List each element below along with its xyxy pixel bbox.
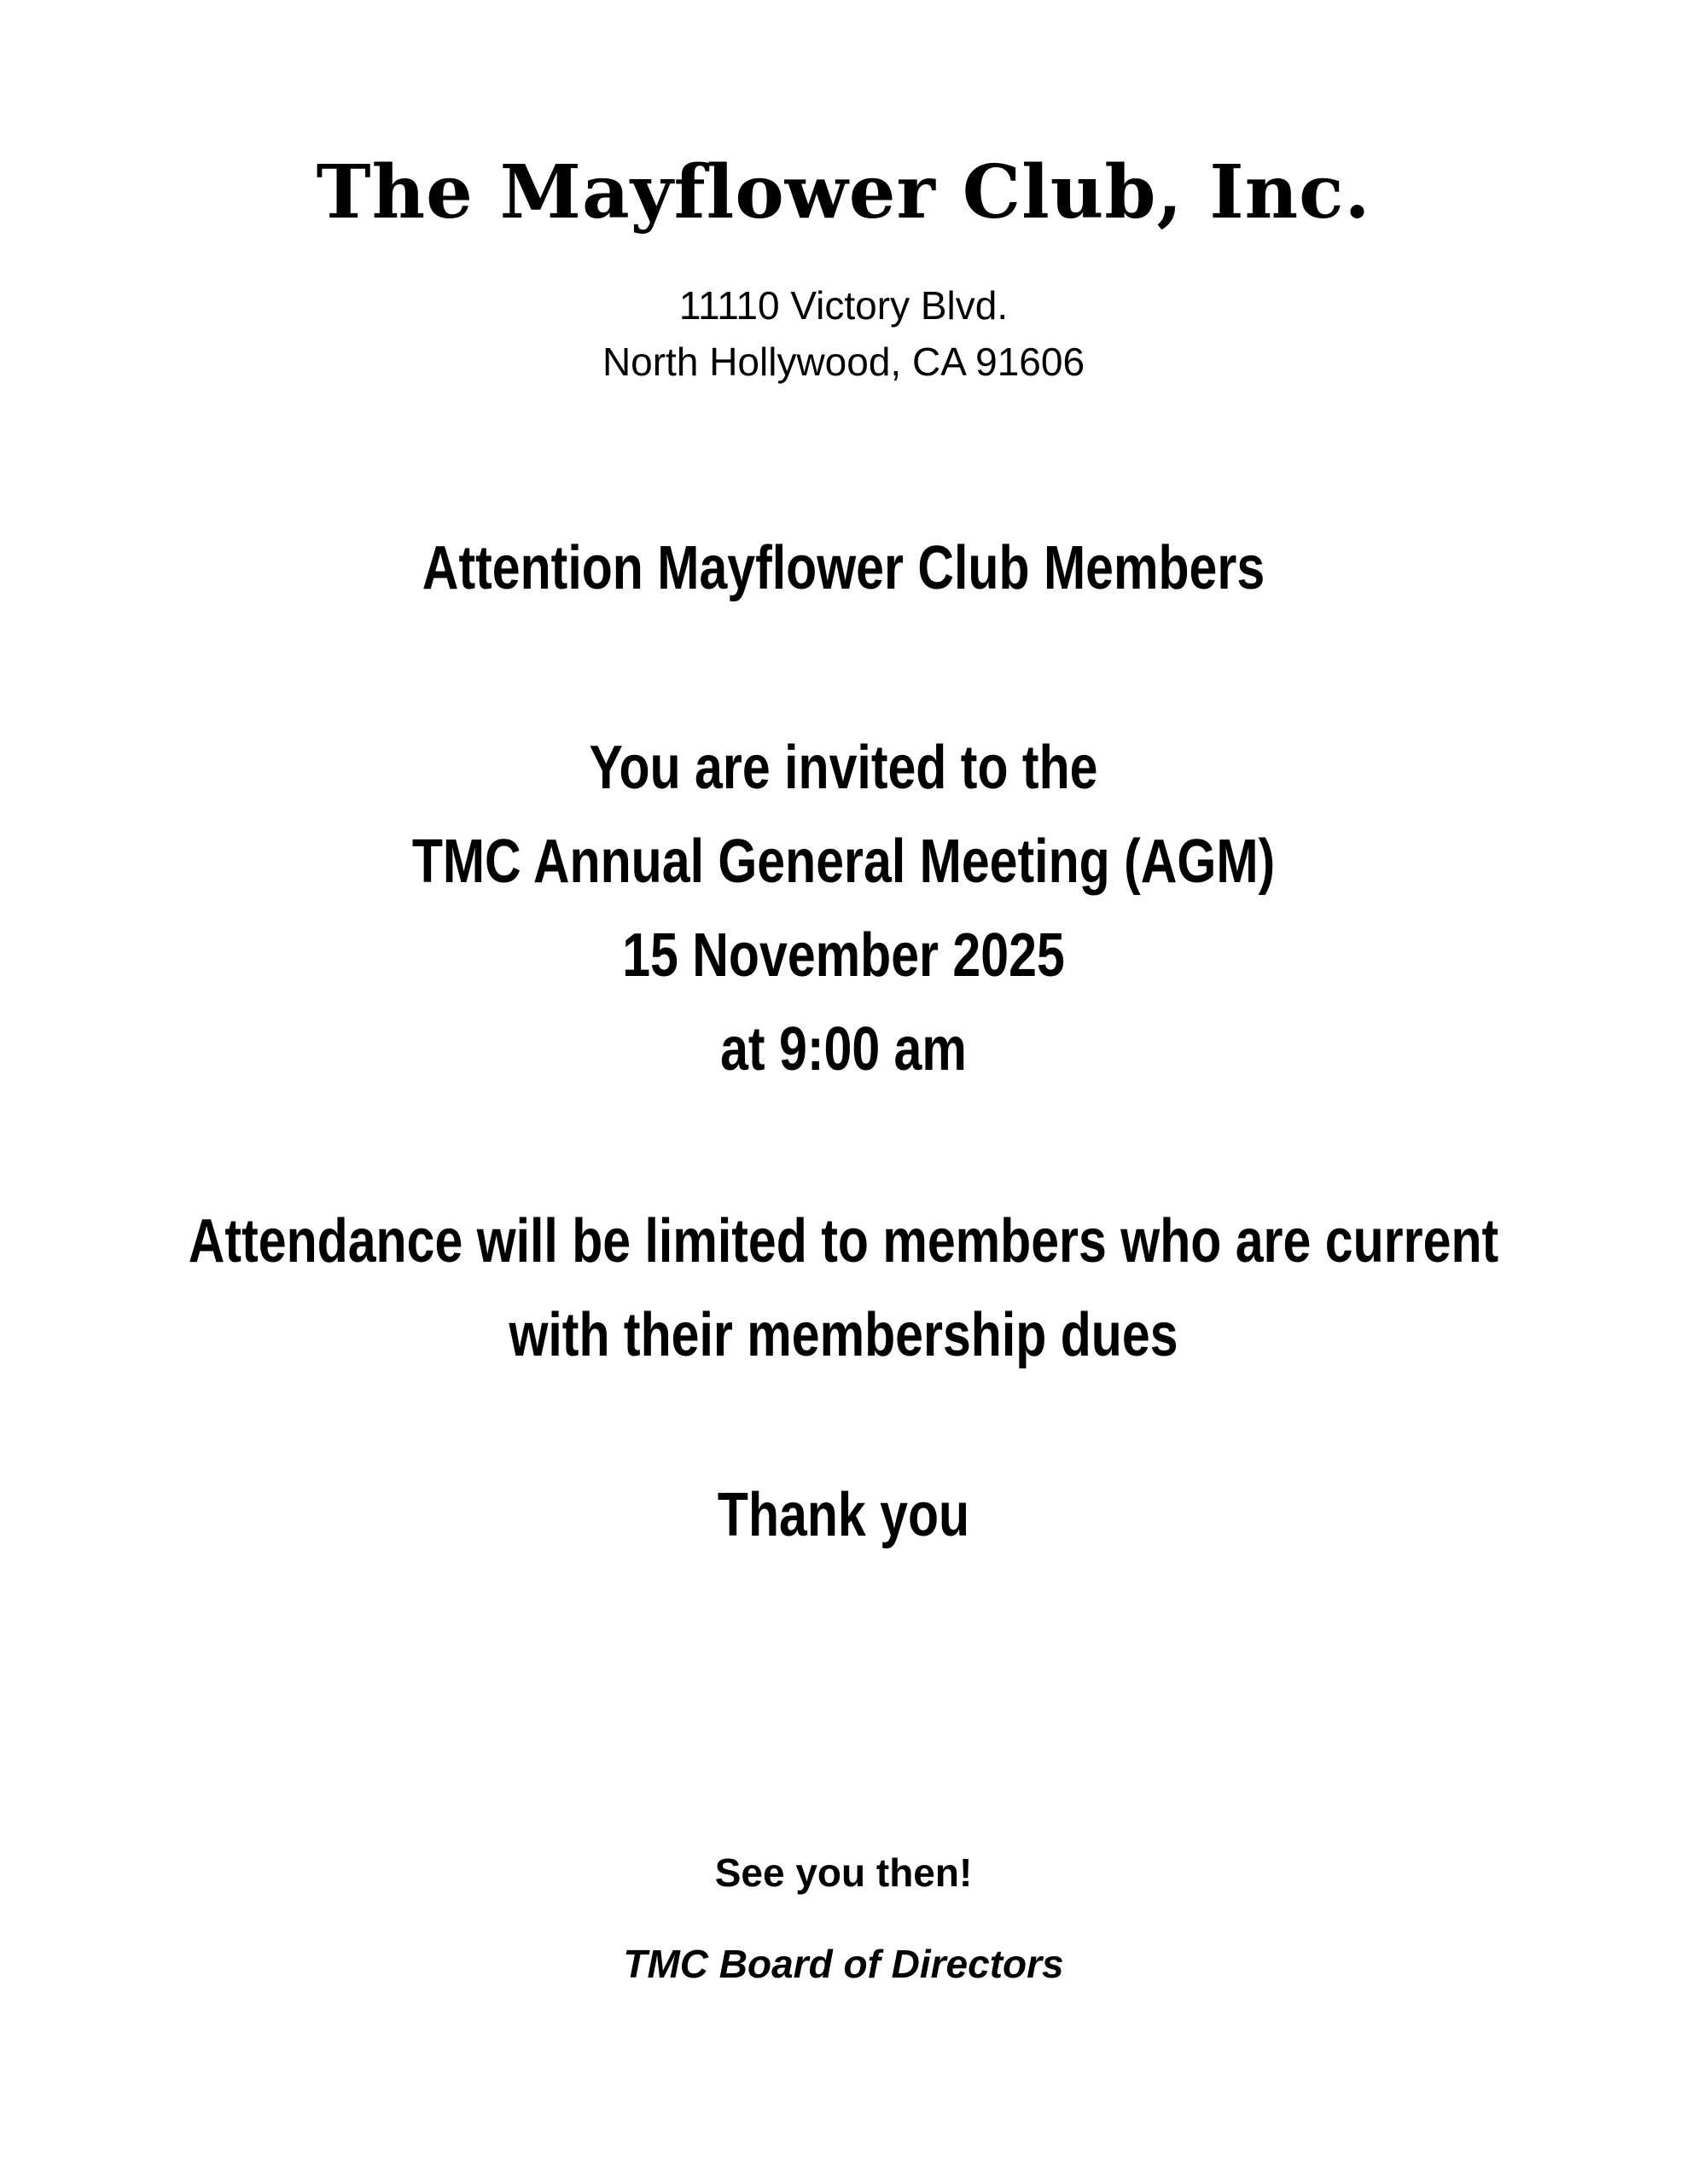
see-you-then: See you then! (714, 1850, 973, 1895)
thank-you: Thank you (717, 1481, 970, 1549)
address-street: 11110 Victory Blvd. (678, 283, 1009, 328)
meeting-name: TMC Annual General Meeting (AGM) (411, 828, 1276, 896)
attention-heading: Attention Mayflower Club Members (422, 534, 1265, 602)
meeting-date: 15 November 2025 (622, 921, 1065, 990)
club-name: The Mayflower Club, Inc. (316, 149, 1371, 235)
attendance-line-2: with their membership dues (509, 1301, 1178, 1369)
invitation-block (152, 721, 1535, 1096)
board-signature: TMC Board of Directors (623, 1942, 1064, 1986)
address-city: North Hollywood, CA 91606 (602, 340, 1085, 384)
meeting-time: at 9:00 am (720, 1015, 967, 1083)
club-address (0, 277, 1687, 390)
invite-intro: You are invited to the (589, 734, 1098, 802)
attendance-line-1: Attendance will be limited to members who are current (188, 1207, 1499, 1275)
attendance-note (152, 1194, 1535, 1382)
